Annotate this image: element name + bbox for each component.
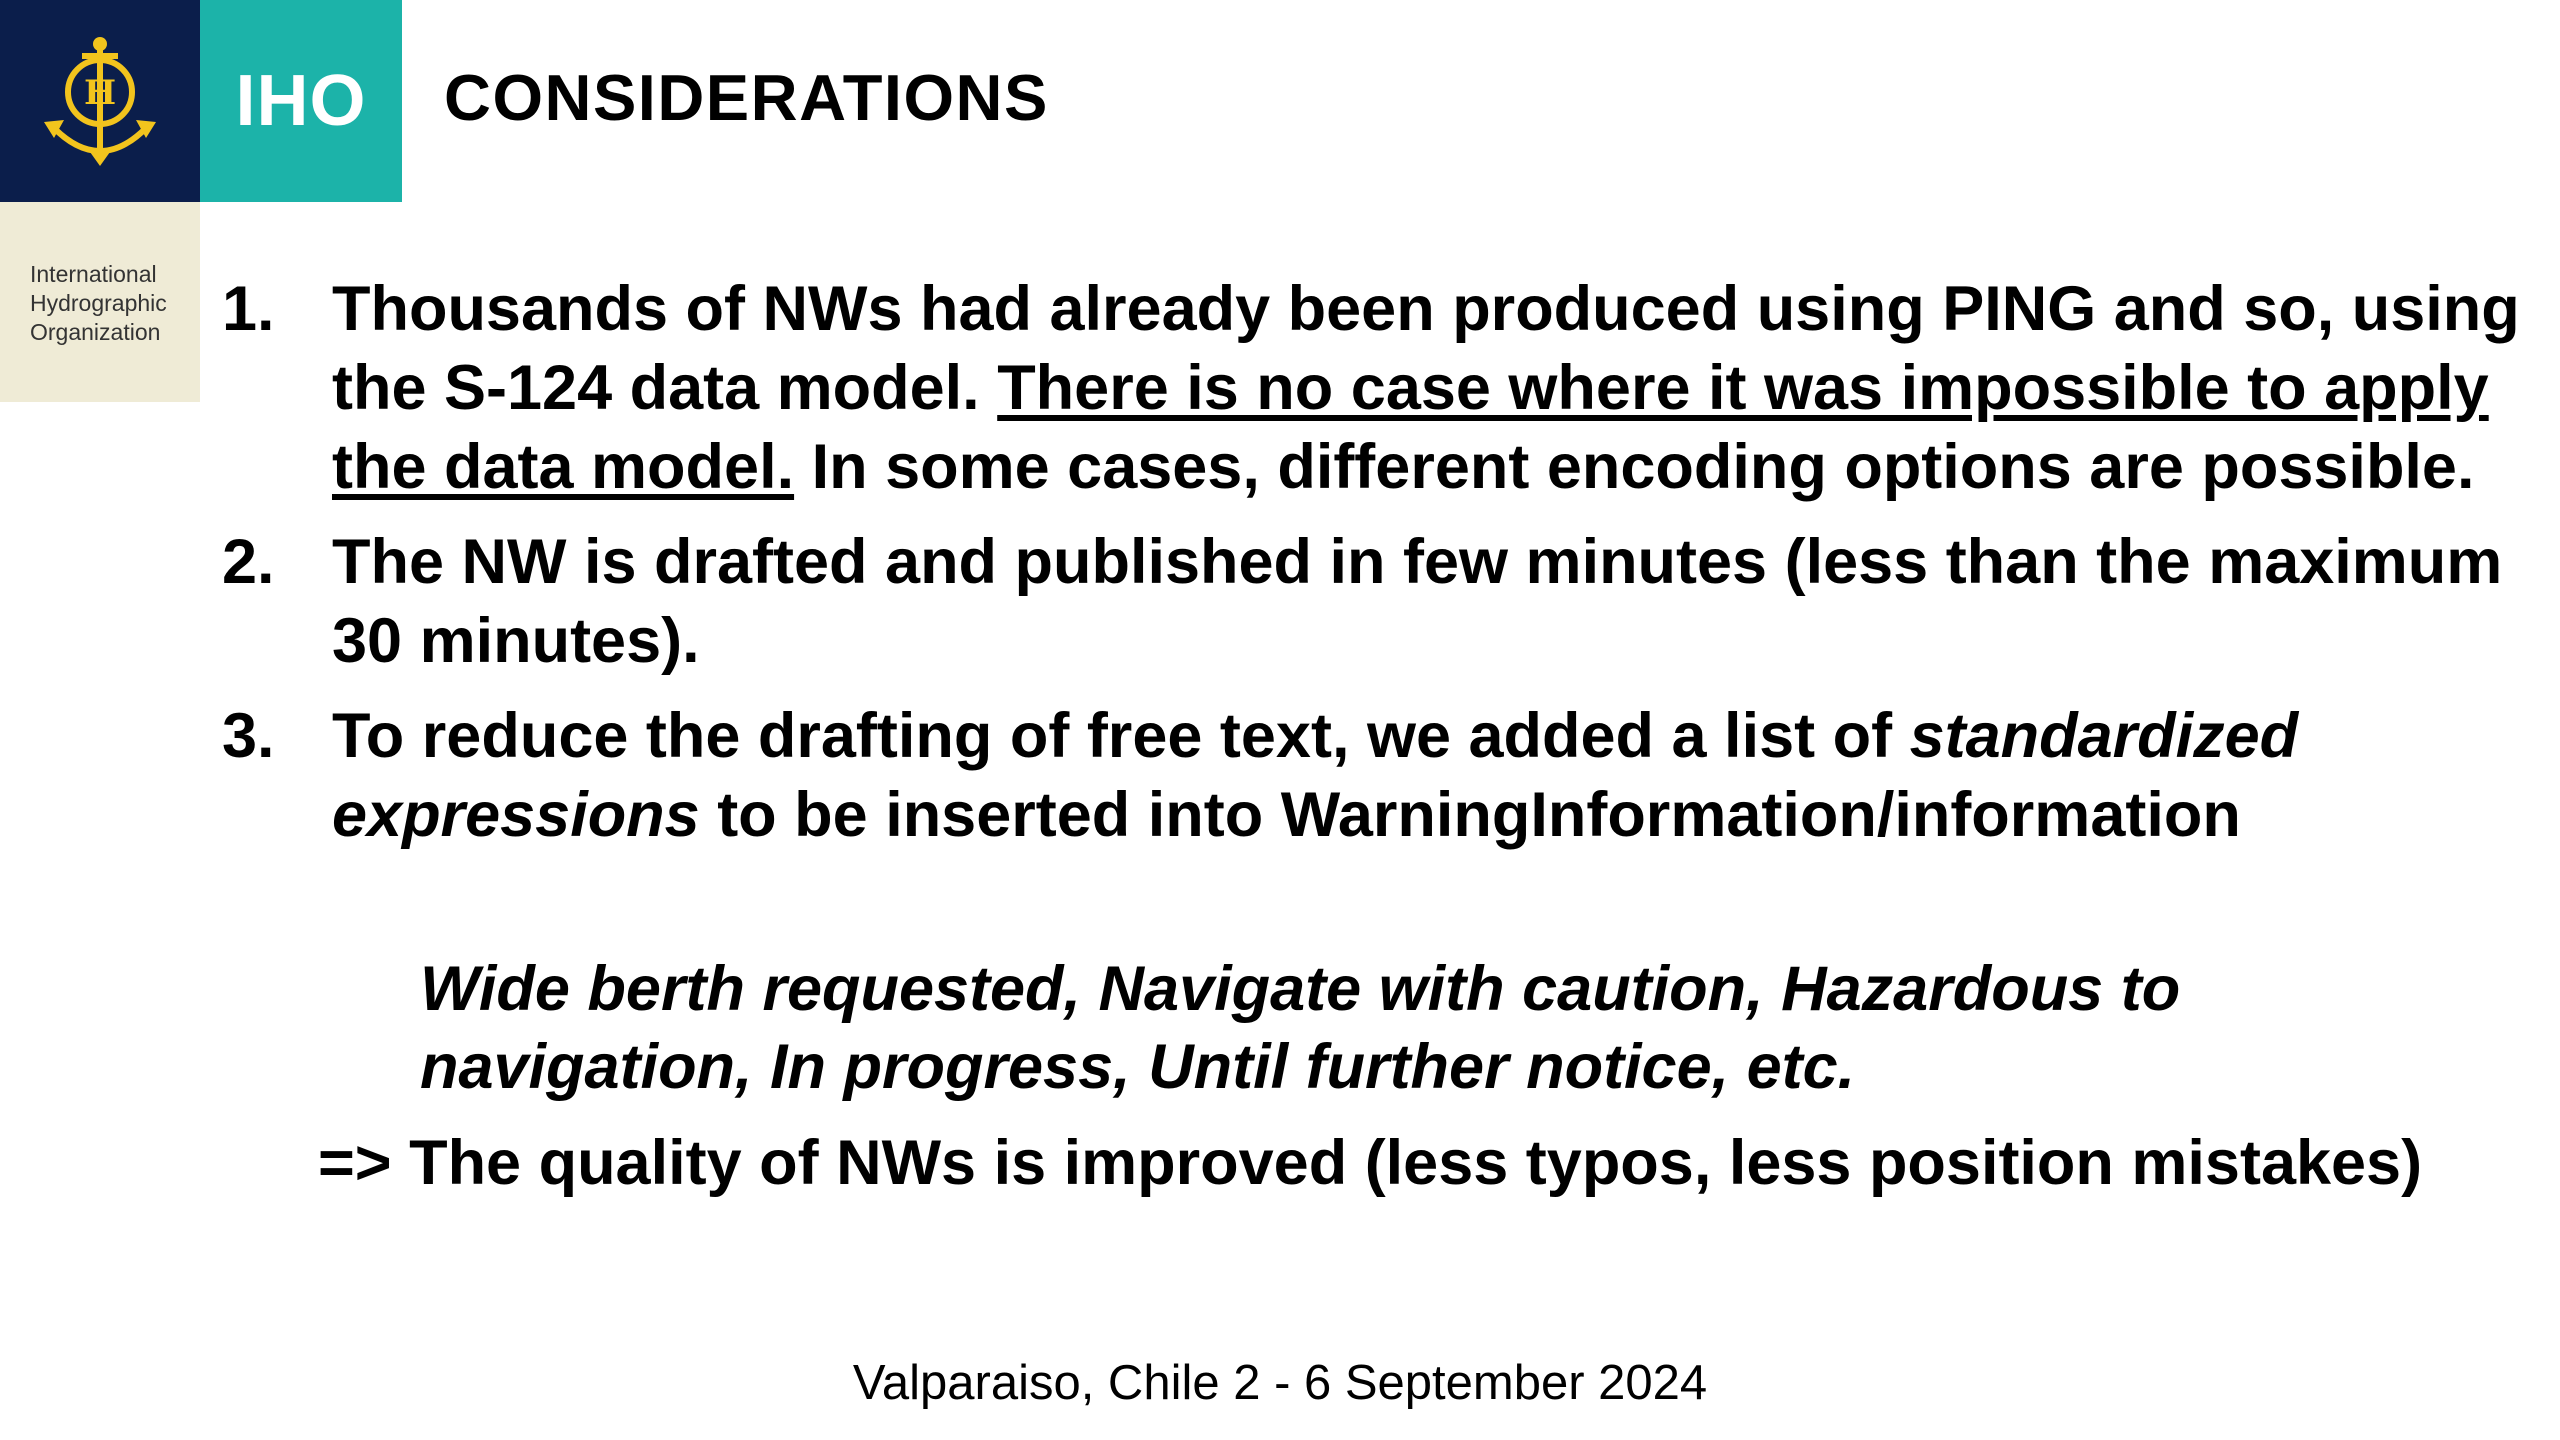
list-item bbox=[222, 270, 2542, 507]
footer-event-info: Valparaiso, Chile 2 - 6 September 2024 bbox=[852, 1356, 1708, 1410]
org-name-line: International bbox=[30, 261, 157, 287]
anchor-emblem-icon bbox=[30, 26, 170, 176]
slide-title: CONSIDERATIONS bbox=[444, 61, 1049, 134]
conclusion-line: => The quality of NWs is improved (less typos, less position mistakes) bbox=[318, 1128, 2423, 1198]
list-item-text bbox=[332, 697, 2542, 855]
iho-emblem-logo bbox=[0, 0, 200, 202]
list-item-number: 2. bbox=[222, 527, 275, 597]
point-3-italic-text: standardized expressions bbox=[332, 701, 2299, 850]
point-3-text-after: to be inserted into WarningInformation/information bbox=[699, 780, 2241, 850]
standardized-expressions-examples: Wide berth requested, Navigate with caution, Hazardous to navigation, In progress, Until further notice, etc. bbox=[420, 954, 2181, 1102]
list-item-number: 1. bbox=[222, 274, 275, 344]
organization-name-box bbox=[0, 202, 200, 402]
org-name-line: Hydrographic bbox=[30, 290, 167, 316]
point-1-text-after: In some cases, different encoding options are possible. bbox=[794, 432, 2475, 502]
list-item-text bbox=[332, 270, 2542, 507]
list-item bbox=[222, 697, 2542, 855]
org-name-line: Organization bbox=[30, 319, 161, 345]
point-1-underlined-text: There is no case where it was impossible to apply the data model. bbox=[332, 353, 2489, 502]
list-item-text: The NW is drafted and published in few minutes (less than the maximum 30 minutes). bbox=[332, 527, 2503, 676]
point-3-text: To reduce the drafting of free text, we added a list of bbox=[332, 701, 1910, 771]
list-item bbox=[222, 523, 2542, 681]
iho-acronym: IHO bbox=[235, 61, 367, 141]
list-item-number: 3. bbox=[222, 701, 275, 771]
iho-logo-text-box bbox=[200, 0, 402, 202]
point-1-text: Thousands of NWs had already been produced using PING and so, using the S-124 data model. bbox=[332, 274, 2520, 423]
svg-text:H: H bbox=[83, 73, 117, 113]
considerations-list bbox=[222, 270, 2542, 871]
